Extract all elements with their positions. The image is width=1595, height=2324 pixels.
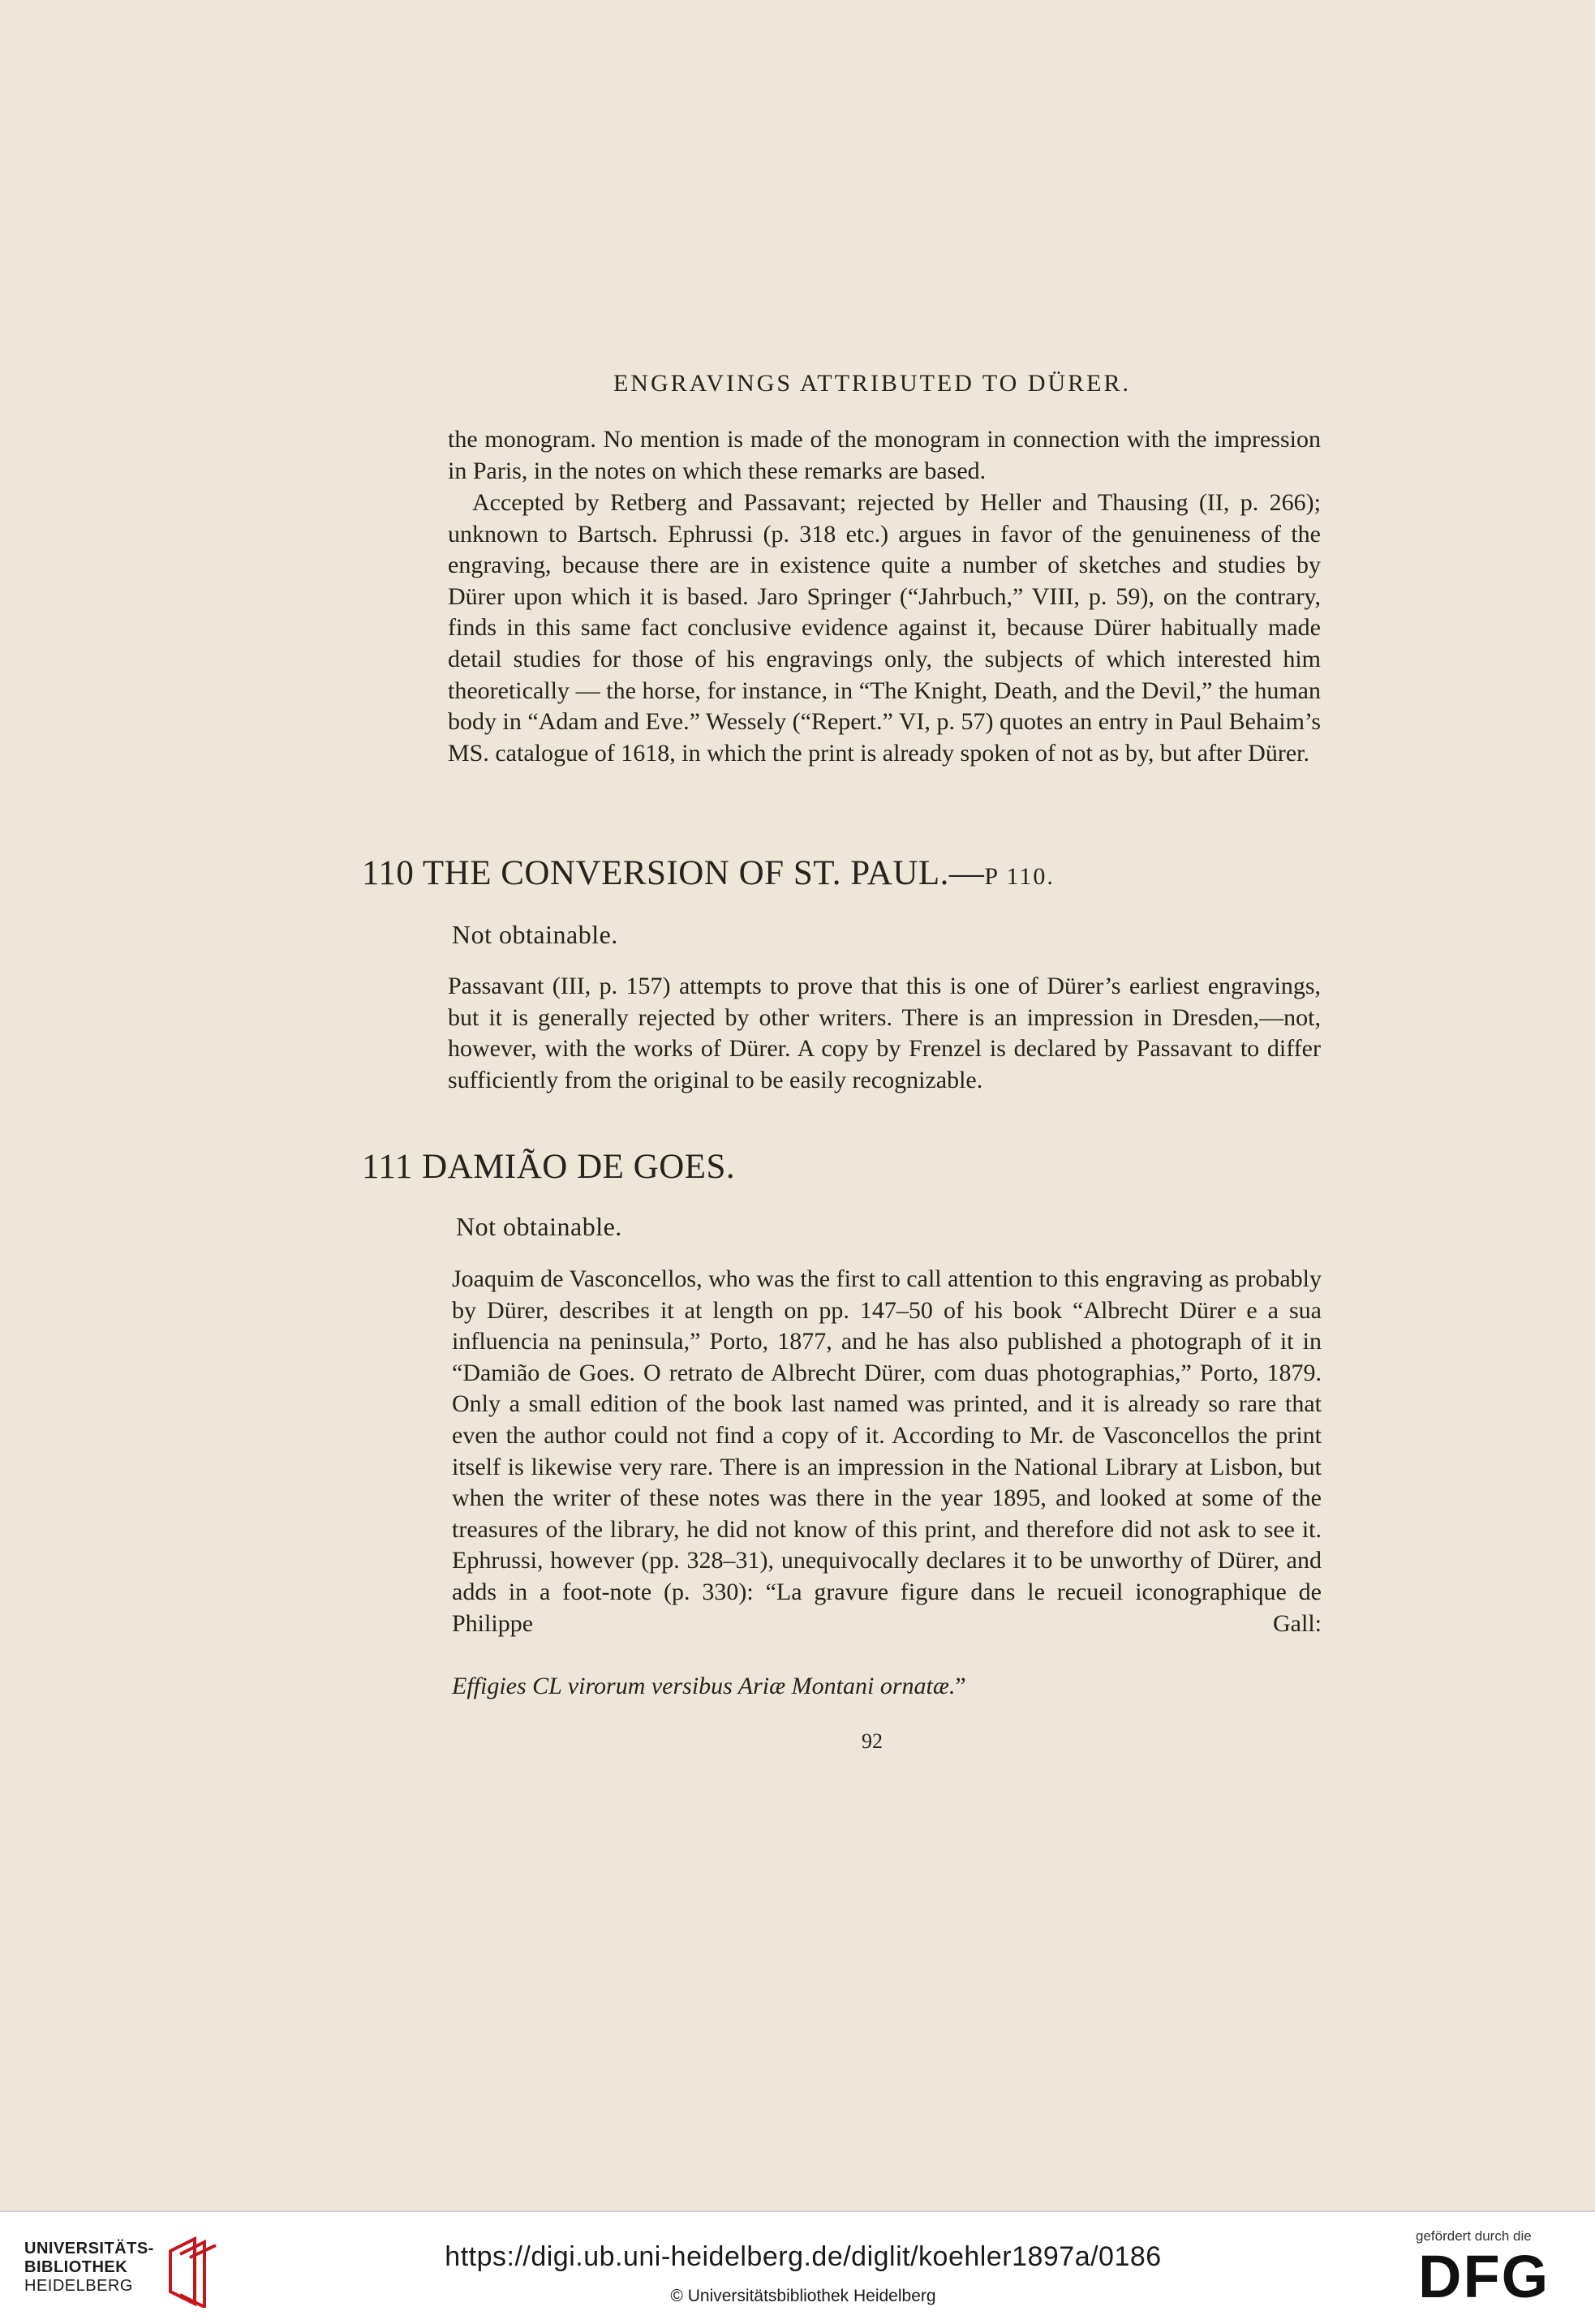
entry-110-reference: P 110.	[984, 863, 1055, 890]
entry-110-number: 110	[362, 854, 415, 892]
page-number: 92	[862, 1729, 883, 1753]
permalink-url[interactable]: https://digi.ub.uni-heidelberg.de/diglit/koehler1897a/0186	[445, 2241, 1162, 2272]
entry-110-heading	[362, 853, 1055, 893]
entry-111-latin-title: Effigies CL virorum versibus Ariæ Montani ornatæ.	[452, 1673, 956, 1699]
footer-bar	[0, 2210, 1595, 2324]
entry-111-latin-line	[452, 1671, 1322, 1703]
library-logo-icon	[162, 2235, 227, 2308]
entry-111-heading	[362, 1147, 735, 1187]
entry-110-availability: Not obtainable.	[452, 920, 618, 949]
library-logo-line3: HEIDELBERG	[24, 2277, 133, 2295]
entry-111-title: DAMIÃO DE GOES.	[422, 1148, 736, 1186]
funding-label: gefördert durch die	[1416, 2228, 1532, 2244]
entry-111-commentary: Joaquim de Vasconcellos, who was the first to call attention to this engraving as probably by Dürer, describes it at length on pp. 147–50 of his book “Albrecht Dürer e a sua influencia na peninsula,” Porto, 1877, and he has also published a photograph of it in “Damião de Goes. O retrato de Albrecht Dürer, com duas photographias,” Porto, 1879. Only a small edition of the book last named was printed, and it is already so rare that even the author could not find a copy of it. According to Mr. de Vasconcellos the print itself is likewise very rare. There is an impression in the National Library at Lisbon, but when the writer of these notes was there in the year 1895, and looked at some of the treasures of the library, he did not know of this print, and therefore did not ask to see it. Ephrussi, however (pp. 328–31), unequivocally declares it to be unworthy of Dürer, and adds in a foot-note (p. 330): “La gravure figure dans le recueil iconographique de Philippe Gall:	[452, 1265, 1322, 1637]
entry-111-number: 111	[362, 1148, 413, 1186]
library-logo-text	[24, 2240, 154, 2296]
library-logo-line2: BIBLIOTHEK	[24, 2258, 128, 2276]
entry-111-closing-quote: ”	[955, 1673, 966, 1699]
copyright-notice: © Universitätsbibliothek Heidelberg	[670, 2287, 936, 2305]
entry-110-title: THE CONVERSION OF ST. PAUL.—	[422, 854, 985, 892]
intro-paragraph-continuation: the monogram. No mention is made of the monogram in connection with the impression in Paris, in the notes on which these remarks are based.	[448, 426, 1321, 484]
library-logo-line1: UNIVERSITÄTS-	[24, 2240, 154, 2257]
dfg-logo: DFG	[1418, 2243, 1550, 2310]
running-head: ENGRAVINGS ATTRIBUTED TO DÜRER.	[613, 370, 1132, 397]
entry-110-commentary: Passavant (III, p. 157) attempts to prove that this is one of Dürer’s earliest engravings, but it is generally rejected by other writers. There is an impression in Dresden,—not, however, with the works of Dürer. A copy by Frenzel is declared by Passavant to differ sufficiently from the original to be easily recognizable.	[448, 973, 1321, 1093]
entry-111-availability: Not obtainable.	[456, 1212, 622, 1241]
intro-paragraph-attribution: Accepted by Retberg and Passavant; rejected by Heller and Thausing (II, p. 266); unknown to Bartsch. Ephrussi (p. 318 etc.) argues in favor of the genuineness of the engraving, because there are in existence quite a number of sketches and studies by Dürer upon which it is based. Jaro Springer (“Jahrbuch,” VIII, p. 59), on the contrary, finds in this same fact conclusive evidence against it, because Dürer habitually made detail studies for those of his engravings only, the subjects of which interested him theoretically — the horse, for instance, in “The Knight, Death, and the Devil,” the human body in “Adam and Eve.” Wessely (“Repert.” VI, p. 57) quotes an entry in Paul Behaim’s MS. catalogue of 1618, in which the print is already spoken of not as by, but after Dürer.	[448, 489, 1321, 767]
